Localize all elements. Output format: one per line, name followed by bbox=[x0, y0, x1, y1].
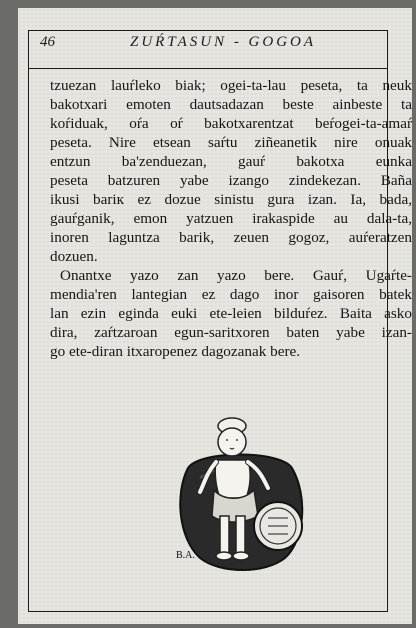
text-line: inoren laguntza barik, zeuen gogoz, auŕeratzen bbox=[50, 229, 412, 246]
paragraph-1 bbox=[50, 76, 412, 266]
header-rule bbox=[28, 68, 388, 69]
text-line: bakotxari emoten dautsadazan beste ainbeste ta bbox=[50, 96, 412, 113]
child-with-coin-bag-icon bbox=[170, 408, 310, 578]
text-line: go ete-diran itxaropenez dagozanak bere. bbox=[50, 343, 301, 360]
text-line: Onantxe yazo zan yazo bere. Gauŕ, Ugaŕte- bbox=[60, 267, 412, 284]
text-line: koŕiduak, oŕa oŕ bakotxarentzat beŕogei-ta-amaŕ bbox=[50, 115, 412, 132]
signature-icon: B.A. bbox=[176, 550, 195, 561]
page-number: 46 bbox=[40, 34, 55, 50]
text-line: mendia'ren lantegian ez dago inor gaisoren batek bbox=[50, 286, 412, 303]
text-line: peseta. Nire etsean saŕtu ziñeanetik nire onuak bbox=[50, 134, 412, 151]
running-title: ZUŔTASUN - GOGOA bbox=[130, 34, 317, 50]
text-line: entzun ba'zenduezan, gauŕ bakotxa eunka bbox=[50, 153, 412, 170]
text-line: peseta batzuren yabe izango zindekezan. Baña bbox=[50, 172, 412, 189]
text-line: gauŕganik, emon yatzuen irakaspide au dala-ta, bbox=[50, 210, 412, 227]
body-text bbox=[50, 76, 412, 361]
text-line: lan ezin eginda euki ete-leien bilduŕez. Baita asko bbox=[50, 305, 412, 322]
paragraph-2 bbox=[50, 266, 412, 361]
text-line: ikusi bariк ez dozue sinistu gura izan. Ia, bada, bbox=[50, 191, 412, 208]
text-line: dozuen. bbox=[50, 248, 98, 265]
text-line: dira, zaŕtzaroan egun-saritxoren baten yabe izan- bbox=[50, 324, 412, 341]
text-line: tzuezan lauŕleko biak; ogei-ta-lau peseta, ta neuk bbox=[50, 77, 412, 94]
